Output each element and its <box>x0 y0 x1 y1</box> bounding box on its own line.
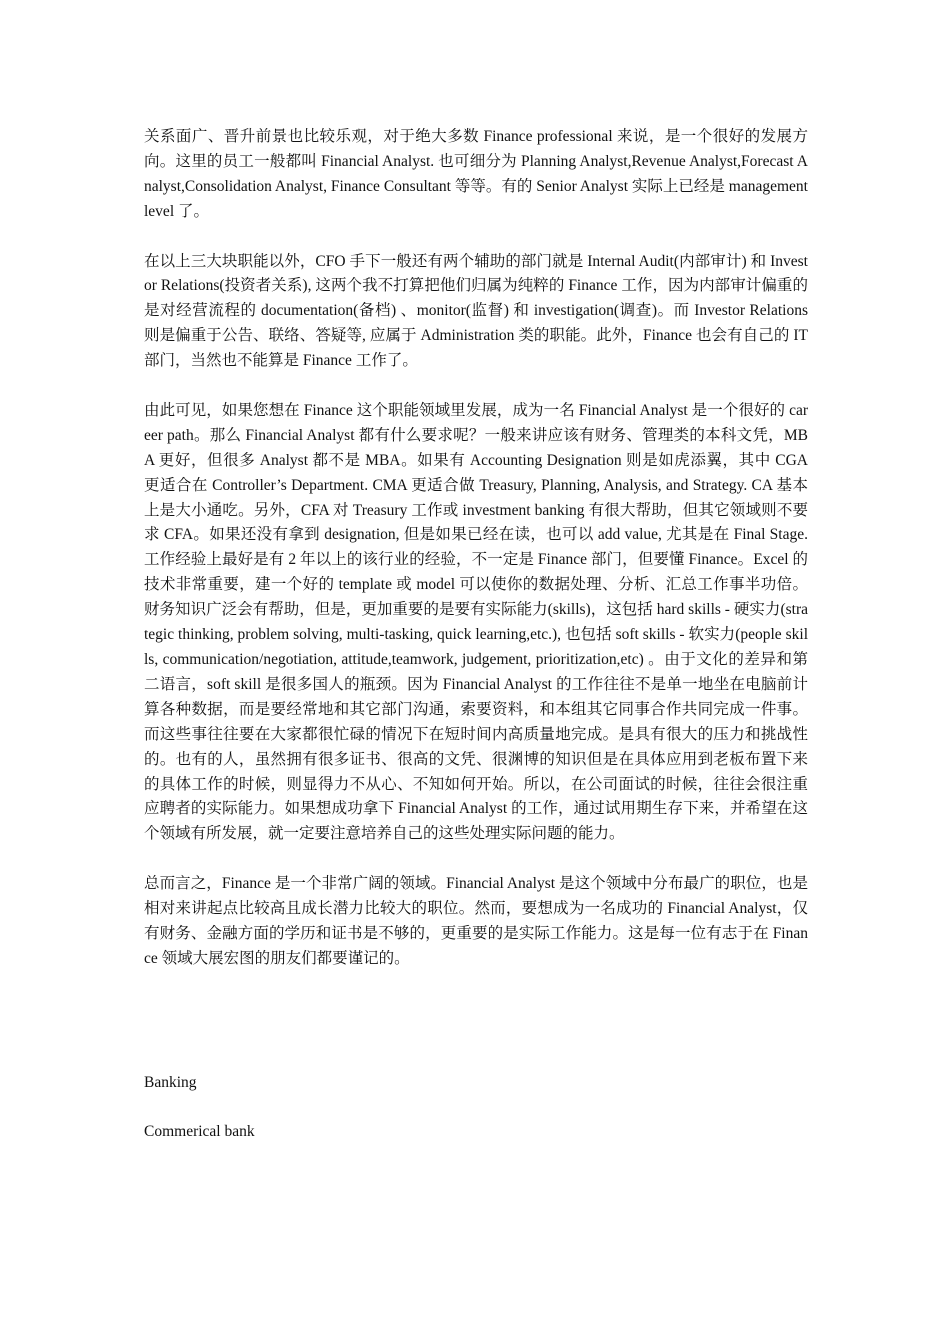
section-heading-commercial-bank: Commerical bank <box>144 1123 255 1141</box>
document-page <box>144 125 808 1170</box>
blank-space <box>144 997 808 1071</box>
section-heading-banking: Banking <box>144 1073 197 1091</box>
paragraph: 在以上三大块职能以外，CFO 手下一般还有两个辅助的部门就是 Internal Audit(内部审计) 和 Investor Relations(投资者关系), 这两个我不打算把他们归属为纯粹的 Finance 工作，因为内部审计偏重的是对经营流程的 documentation(备档) 、monitor(监督) 和 investigation(调查)。而 Investor Relations 则是偏重于公告、联络、答疑等, 应属于 Administration 类的职能。此外，Finance 也会有自己的 IT 部门，当然也不能算是 Finance 工作了。 <box>144 252 808 370</box>
paragraph: 关系面广、晋升前景也比较乐观，对于绝大多数 Finance professional 来说，是一个很好的发展方向。这里的员工一般都叫 Financial Analyst. 也可细分为 Planning Analyst,Revenue Analyst,Forecast Analyst,Consolidation Analyst, Finance Consultant 等等。有的 Senior Analyst 实际上已经是 management level 了。 <box>144 128 808 220</box>
paragraph: 由此可见，如果您想在 Finance 这个职能领域里发展，成为一名 Financial Analyst 是一个很好的 career path。那么 Financial Analyst 都有什么要求呢？一般来讲应该有财务、管理类的本科文凭，MBA 更好，但很多 Analyst 都不是 MBA。如果有 Accounting Designation 则是如虎添翼，其中 CGA 更适合在 Controller’s Department. CMA 更适合做 Treasury, Planning, Analysis, and Strategy. CA 基本上是大小通吃。另外，CFA 对 Treasury 工作或 investment banking 有很大帮助，但其它领域则不要求 CFA。如果还没有拿到 designation, 但是如果已经在读，也可以 add value, 尤其是在 Final Stage. 工作经验上最好是有 2 年以上的该行业的经验，不一定是 Finance 部门，但要懂 Finance。Excel 的技术非常重要，建一个好的 template 或 model 可以使你的数据处理、分析、汇总工作事半功倍。财务知识广泛会有帮助，但是，更加重要的是要有实际能力(skills)，这包括 hard skills - 硬实力(strategic thinking, problem solving, multi-tasking, quick learning,etc.), 也包括 soft skills - 软实力(people skills, communication/negotiation, attitude,teamwork, judgement, prioritization,etc) 。由于文化的差异和第二语言，soft skill 是很多国人的瓶颈。因为 Financial Analyst 的工作往往不是单一地坐在电脑前计算各种数据，而是要经常地和其它部门沟通，索要资料，和本组其它同事合作共同完成一件事。而这些事往往要在大家都很忙碌的情况下在短时间内高质量地完成。是具有很大的压力和挑战性的。也有的人，虽然拥有很多证书、很高的文凭、很渊博的知识但是在具体应用到老板布置下来的具体工作的时候，则显得力不从心、不知如何开始。所以，在公司面试的时候，往往会很注重应聘者的实际能力。如果想成功拿下 Financial Analyst 的工作，通过试用期生存下来，并希望在这个领域有所发展，就一定要注意培养自己的这些处理实际问题的能力。 <box>144 401 808 843</box>
paragraph: 总而言之，Finance 是一个非常广阔的领域。Financial Analyst 是这个领域中分布最广的职位，也是相对来讲起点比较高且成长潜力比较大的职位。然而，要想成为一名成功的 Financial Analyst，仅有财务、金融方面的学历和证书是不够的，更重要的是实际工作能力。这是每一位有志于在 Finance 领域大展宏图的朋友们都要谨记的。 <box>144 875 808 967</box>
